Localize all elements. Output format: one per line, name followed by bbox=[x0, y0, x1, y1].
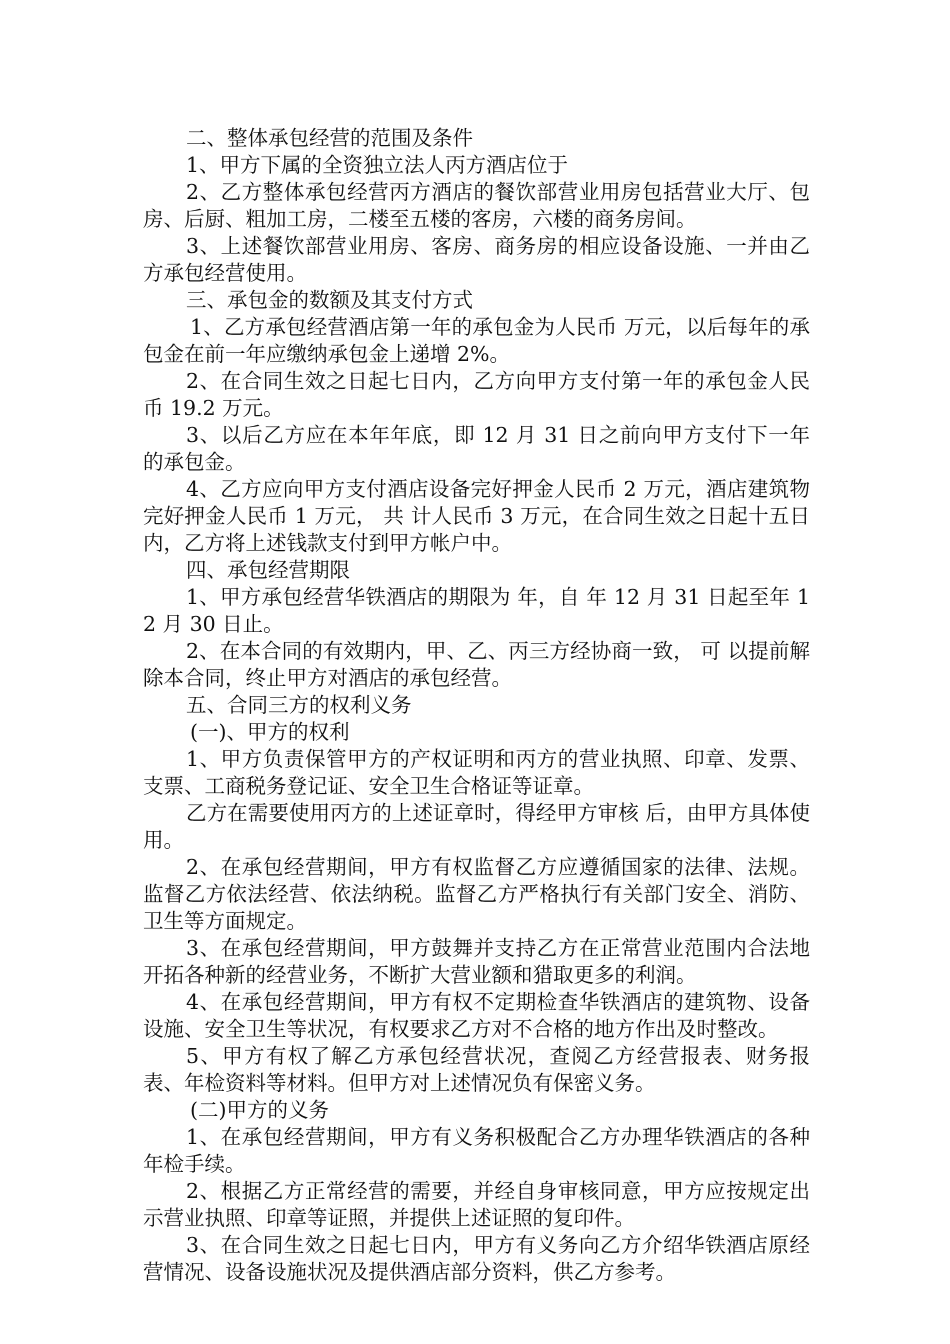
paragraph: 4、乙方应向甲方支付酒店设备完好押金人民币 2 万元，酒店建筑物完好押金人民币 1 万元， 共 计人民币 3 万元，在合同生效之日起十五日内，乙方将上述钱款支付到甲方帐户中。 bbox=[143, 477, 810, 555]
paragraph: 1、甲方下属的全资独立法人丙方酒店位于 bbox=[186, 153, 569, 177]
paragraph: 3、在合同生效之日起七日内，甲方有义务向乙方介绍华铁酒店原经营情况、设备设施状况及提供酒店部分资料，供乙方参考。 bbox=[143, 1233, 810, 1284]
section-heading-2: 二、整体承包经营的范围及条件 bbox=[186, 126, 473, 150]
paragraph: 1、乙方承包经营酒店第一年的承包金为人民币 万元，以后每年的承包金在前一年应缴纳承包金上递增 2%。 bbox=[143, 315, 810, 366]
subsection-heading: (一)、甲方的权利 bbox=[190, 720, 350, 744]
paragraph: 4、在承包经营期间，甲方有权不定期检查华铁酒店的建筑物、设备设施、安全卫生等状况，有权要求乙方对不合格的地方作出及时整改。 bbox=[143, 990, 810, 1041]
section-heading-3: 三、承包金的数额及其支付方式 bbox=[186, 288, 473, 312]
paragraph: 2、在承包经营期间，甲方有权监督乙方应遵循国家的法律、法规。监督乙方依法经营、依法纳税。监督乙方严格执行有关部门安全、消防、卫生等方面规定。 bbox=[143, 855, 810, 933]
paragraph: 1、甲方负责保管甲方的产权证明和丙方的营业执照、印章、发票、支票、工商税务登记证、安全卫生合格证等证章。 bbox=[143, 747, 810, 798]
paragraph: 2、乙方整体承包经营丙方酒店的餐饮部营业用房包括营业大厅、包房、后厨、粗加工房，二楼至五楼的客房，六楼的商务房间。 bbox=[143, 180, 810, 231]
paragraph: 1、甲方承包经营华铁酒店的期限为 年，自 年 12 月 31 日起至年 12 月 30 日止。 bbox=[143, 585, 810, 636]
section-heading-5: 五、合同三方的权利义务 bbox=[186, 693, 412, 717]
paragraph: 2、根据乙方正常经营的需要，并经自身审核同意，甲方应按规定出示营业执照、印章等证照，并提供上述证照的复印件。 bbox=[143, 1179, 810, 1230]
paragraph: 5、甲方有权了解乙方承包经营状况，查阅乙方经营报表、财务报表、年检资料等材料。但甲方对上述情况负有保密义务。 bbox=[143, 1044, 810, 1095]
paragraph: 乙方在需要使用丙方的上述证章时，得经甲方审核 后，由甲方具体使用。 bbox=[143, 801, 810, 852]
paragraph: 1、在承包经营期间，甲方有义务积极配合乙方办理华铁酒店的各种年检手续。 bbox=[143, 1125, 810, 1176]
paragraph: 3、以后乙方应在本年年底，即 12 月 31 日之前向甲方支付下一年的承包金。 bbox=[143, 423, 810, 474]
paragraph: 2、在本合同的有效期内，甲、乙、丙三方经协商一致， 可 以提前解除本合同，终止甲方对酒店的承包经营。 bbox=[143, 639, 810, 690]
paragraph: 3、上述餐饮部营业用房、客房、商务房的相应设备设施、一并由乙方承包经营使用。 bbox=[143, 234, 810, 285]
paragraph: 3、在承包经营期间，甲方鼓舞并支持乙方在正常营业范围内合法地开拓各种新的经营业务，不断扩大营业额和猎取更多的利润。 bbox=[143, 936, 810, 987]
section-heading-4: 四、承包经营期限 bbox=[186, 558, 350, 582]
subsection-heading: (二)甲方的义务 bbox=[190, 1098, 329, 1122]
paragraph: 2、在合同生效之日起七日内，乙方向甲方支付第一年的承包金人民币 19.2 万元。 bbox=[143, 369, 810, 420]
document-body bbox=[143, 125, 810, 1286]
